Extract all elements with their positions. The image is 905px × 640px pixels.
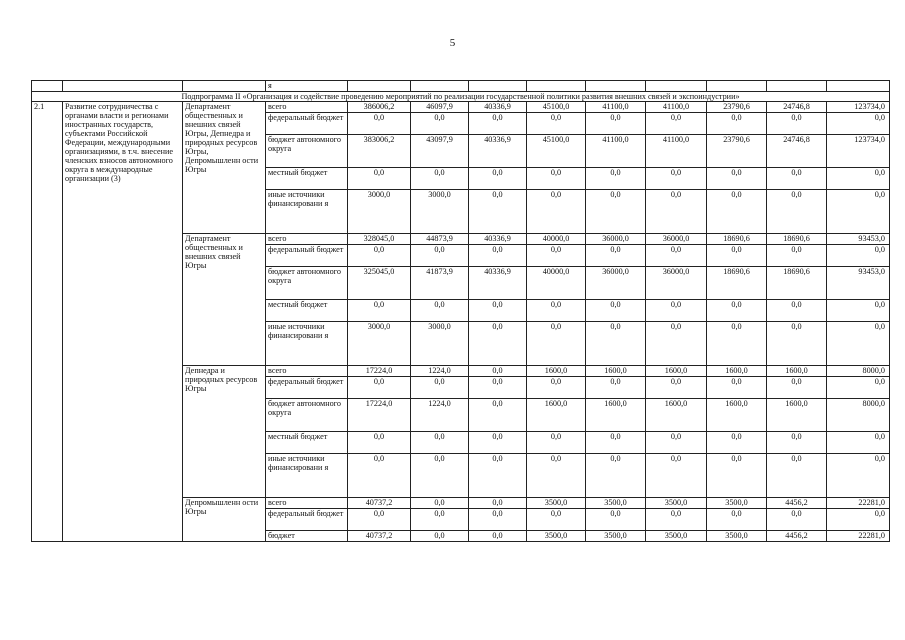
amount-cell: 1600,0 <box>586 399 646 432</box>
amount-cell: 3500,0 <box>646 531 707 542</box>
amount-cell: 1600,0 <box>767 366 827 377</box>
amount-cell: 0,0 <box>767 509 827 531</box>
amount-cell: 0,0 <box>411 509 469 531</box>
amount-cell: 0,0 <box>527 300 586 322</box>
executor-cell: Депнедра и природных ресурсов Югры <box>183 366 266 498</box>
amount-cell: 23790,6 <box>707 135 767 168</box>
amount-cell: 40336,9 <box>469 234 527 245</box>
funding-source: всего <box>266 498 348 509</box>
amount-cell: 0,0 <box>646 509 707 531</box>
amount-cell: 0,0 <box>348 113 411 135</box>
amount-cell: 41100,0 <box>586 102 646 113</box>
amount-cell: 8000,0 <box>827 399 890 432</box>
amount-cell: 36000,0 <box>646 234 707 245</box>
funding-source: всего <box>266 102 348 113</box>
amount-cell: 1600,0 <box>707 366 767 377</box>
financing-table <box>31 80 890 542</box>
amount-cell: 0,0 <box>767 113 827 135</box>
amount-cell: 1224,0 <box>411 366 469 377</box>
amount-cell: 46097,9 <box>411 102 469 113</box>
amount-cell: 0,0 <box>707 113 767 135</box>
funding-source: федеральный бюджет <box>266 509 348 531</box>
top-fragment-row <box>32 81 890 92</box>
amount-cell: 1600,0 <box>527 399 586 432</box>
table-row <box>32 102 890 113</box>
amount-cell: 0,0 <box>586 300 646 322</box>
amount-cell: 0,0 <box>527 113 586 135</box>
amount-cell: 0,0 <box>527 190 586 234</box>
amount-cell: 0,0 <box>646 113 707 135</box>
table-body <box>32 81 890 542</box>
amount-cell: 0,0 <box>348 432 411 454</box>
amount-cell: 3000,0 <box>411 322 469 366</box>
executor-cell: Департамент общественных и внешних связей Югры <box>183 234 266 366</box>
amount-cell: 0,0 <box>827 300 890 322</box>
amount-cell: 0,0 <box>469 300 527 322</box>
funding-source: всего <box>266 366 348 377</box>
funding-source: бюджет <box>266 531 348 542</box>
amount-cell: 40336,9 <box>469 102 527 113</box>
amount-cell: 0,0 <box>586 509 646 531</box>
subprogram-row <box>32 92 890 102</box>
amount-cell: 0,0 <box>469 399 527 432</box>
amount-cell: 0,0 <box>586 168 646 190</box>
amount-cell: 0,0 <box>411 377 469 399</box>
amount-cell: 0,0 <box>348 168 411 190</box>
amount-cell: 123734,0 <box>827 135 890 168</box>
amount-cell: 3500,0 <box>586 498 646 509</box>
amount-cell: 40737,2 <box>348 498 411 509</box>
amount-cell: 325045,0 <box>348 267 411 300</box>
amount-cell: 93453,0 <box>827 234 890 245</box>
amount-cell: 0,0 <box>707 245 767 267</box>
amount-cell: 3000,0 <box>411 190 469 234</box>
funding-source: иные источники финансировани я <box>266 454 348 498</box>
funding-source: федеральный бюджет <box>266 113 348 135</box>
amount-cell: 0,0 <box>586 432 646 454</box>
funding-source: иные источники финансировани я <box>266 322 348 366</box>
amount-cell: 0,0 <box>469 432 527 454</box>
funding-source: местный бюджет <box>266 432 348 454</box>
amount-cell: 0,0 <box>411 168 469 190</box>
amount-cell: 0,0 <box>469 366 527 377</box>
amount-cell: 0,0 <box>827 432 890 454</box>
amount-cell: 0,0 <box>646 300 707 322</box>
amount-cell: 0,0 <box>767 454 827 498</box>
amount-cell: 0,0 <box>348 454 411 498</box>
amount-cell: 0,0 <box>827 377 890 399</box>
amount-cell: 0,0 <box>411 300 469 322</box>
amount-cell: 0,0 <box>707 300 767 322</box>
amount-cell: 0,0 <box>646 432 707 454</box>
amount-cell: 17224,0 <box>348 366 411 377</box>
amount-cell: 1600,0 <box>646 366 707 377</box>
amount-cell: 0,0 <box>469 531 527 542</box>
amount-cell: 93453,0 <box>827 267 890 300</box>
amount-cell: 0,0 <box>469 322 527 366</box>
amount-cell: 328045,0 <box>348 234 411 245</box>
amount-cell: 18690,6 <box>707 234 767 245</box>
amount-cell: 41100,0 <box>646 102 707 113</box>
amount-cell: 0,0 <box>767 190 827 234</box>
funding-source: бюджет автономного округа <box>266 267 348 300</box>
amount-cell: 0,0 <box>586 245 646 267</box>
amount-cell: 1600,0 <box>707 399 767 432</box>
executor-cell: Депромышленн ости Югры <box>183 498 266 542</box>
subprogram-title: Подпрограмма II «Организация и содействие проведению мероприятий по реализации государственной политики развития внешних связей и экспоиндустрии» <box>32 92 890 102</box>
amount-cell: 0,0 <box>527 377 586 399</box>
amount-cell: 0,0 <box>348 377 411 399</box>
item-number: 2.1 <box>32 102 63 542</box>
amount-cell: 0,0 <box>469 498 527 509</box>
amount-cell: 40336,9 <box>469 267 527 300</box>
amount-cell: 0,0 <box>527 168 586 190</box>
funding-source: местный бюджет <box>266 300 348 322</box>
amount-cell: 45100,0 <box>527 102 586 113</box>
funding-source: всего <box>266 234 348 245</box>
amount-cell: 3000,0 <box>348 322 411 366</box>
amount-cell: 0,0 <box>469 454 527 498</box>
amount-cell: 0,0 <box>827 190 890 234</box>
funding-source: федеральный бюджет <box>266 377 348 399</box>
amount-cell: 40737,2 <box>348 531 411 542</box>
amount-cell: 3000,0 <box>348 190 411 234</box>
amount-cell: 0,0 <box>411 454 469 498</box>
amount-cell: 0,0 <box>469 168 527 190</box>
amount-cell: 0,0 <box>411 531 469 542</box>
item-description: Развитие сотрудничества с органами власти и регионами иностранных государств, субъектами Российской Федерации, международными организациями, в т.ч. внесение членских взносов автономного округа в международные организации (3) <box>63 102 183 542</box>
amount-cell: 0,0 <box>411 432 469 454</box>
amount-cell: 44873,9 <box>411 234 469 245</box>
executor-cell: Департамент общественных и внешних связей Югры, Депнедра и природных ресурсов Югры, Депромышленн ости Югры <box>183 102 266 234</box>
amount-cell: 3500,0 <box>707 498 767 509</box>
amount-cell: 0,0 <box>586 377 646 399</box>
amount-cell: 0,0 <box>707 509 767 531</box>
amount-cell: 0,0 <box>348 245 411 267</box>
amount-cell: 0,0 <box>827 113 890 135</box>
amount-cell: 0,0 <box>707 454 767 498</box>
amount-cell: 0,0 <box>469 113 527 135</box>
amount-cell: 3500,0 <box>646 498 707 509</box>
amount-cell: 3500,0 <box>527 498 586 509</box>
amount-cell: 0,0 <box>469 377 527 399</box>
amount-cell: 24746,8 <box>767 135 827 168</box>
amount-cell: 18690,6 <box>767 267 827 300</box>
amount-cell: 4456,2 <box>767 498 827 509</box>
amount-cell: 1600,0 <box>527 366 586 377</box>
amount-cell: 0,0 <box>586 322 646 366</box>
amount-cell: 23790,6 <box>707 102 767 113</box>
amount-cell: 0,0 <box>586 190 646 234</box>
amount-cell: 0,0 <box>646 377 707 399</box>
amount-cell: 41100,0 <box>586 135 646 168</box>
amount-cell: 0,0 <box>527 245 586 267</box>
amount-cell: 0,0 <box>527 432 586 454</box>
amount-cell: 0,0 <box>767 322 827 366</box>
amount-cell: 0,0 <box>827 168 890 190</box>
amount-cell: 0,0 <box>707 377 767 399</box>
amount-cell: 43097,9 <box>411 135 469 168</box>
amount-cell: 18690,6 <box>767 234 827 245</box>
funding-source: бюджет автономного округа <box>266 399 348 432</box>
amount-cell: 0,0 <box>348 300 411 322</box>
amount-cell: 17224,0 <box>348 399 411 432</box>
amount-cell: 0,0 <box>767 377 827 399</box>
amount-cell: 0,0 <box>827 322 890 366</box>
amount-cell: 0,0 <box>586 454 646 498</box>
amount-cell: 0,0 <box>767 300 827 322</box>
amount-cell: 41873,9 <box>411 267 469 300</box>
amount-cell: 3500,0 <box>707 531 767 542</box>
amount-cell: 0,0 <box>646 245 707 267</box>
amount-cell: 0,0 <box>469 245 527 267</box>
amount-cell: 1600,0 <box>646 399 707 432</box>
amount-cell: 0,0 <box>767 245 827 267</box>
amount-cell: 0,0 <box>646 454 707 498</box>
amount-cell: 40336,9 <box>469 135 527 168</box>
funding-source: бюджет автономного округа <box>266 135 348 168</box>
amount-cell: 4456,2 <box>767 531 827 542</box>
amount-cell: 36000,0 <box>586 267 646 300</box>
amount-cell: 0,0 <box>707 190 767 234</box>
amount-cell: 0,0 <box>827 454 890 498</box>
amount-cell: 0,0 <box>527 509 586 531</box>
amount-cell: 3500,0 <box>586 531 646 542</box>
amount-cell: 0,0 <box>527 454 586 498</box>
amount-cell: 0,0 <box>469 509 527 531</box>
amount-cell: 36000,0 <box>646 267 707 300</box>
amount-cell: 45100,0 <box>527 135 586 168</box>
amount-cell: 0,0 <box>646 322 707 366</box>
amount-cell: 0,0 <box>411 498 469 509</box>
amount-cell: 0,0 <box>527 322 586 366</box>
amount-cell: 22281,0 <box>827 498 890 509</box>
funding-source: федеральный бюджет <box>266 245 348 267</box>
amount-cell: 0,0 <box>469 190 527 234</box>
amount-cell: 18690,6 <box>707 267 767 300</box>
amount-cell: 0,0 <box>827 509 890 531</box>
funding-source: местный бюджет <box>266 168 348 190</box>
amount-cell: 0,0 <box>411 113 469 135</box>
amount-cell: 22281,0 <box>827 531 890 542</box>
amount-cell: 24746,8 <box>767 102 827 113</box>
amount-cell: 40000,0 <box>527 234 586 245</box>
amount-cell: 1600,0 <box>586 366 646 377</box>
amount-cell: 0,0 <box>411 245 469 267</box>
amount-cell: 0,0 <box>707 432 767 454</box>
amount-cell: 8000,0 <box>827 366 890 377</box>
amount-cell: 0,0 <box>586 113 646 135</box>
amount-cell: 0,0 <box>348 509 411 531</box>
funding-source: иные источники финансировани я <box>266 190 348 234</box>
amount-cell: 383006,2 <box>348 135 411 168</box>
amount-cell: 1600,0 <box>767 399 827 432</box>
amount-cell: 0,0 <box>646 190 707 234</box>
page-number: 5 <box>449 37 456 49</box>
amount-cell: 3500,0 <box>527 531 586 542</box>
amount-cell: 1224,0 <box>411 399 469 432</box>
amount-cell: 0,0 <box>767 432 827 454</box>
amount-cell: 0,0 <box>707 168 767 190</box>
amount-cell: 36000,0 <box>586 234 646 245</box>
amount-cell: 40000,0 <box>527 267 586 300</box>
amount-cell: 41100,0 <box>646 135 707 168</box>
amount-cell: 0,0 <box>707 322 767 366</box>
amount-cell: 0,0 <box>767 168 827 190</box>
amount-cell: 386006,2 <box>348 102 411 113</box>
amount-cell: 123734,0 <box>827 102 890 113</box>
top-fragment-cell: я <box>266 81 348 92</box>
amount-cell: 0,0 <box>646 168 707 190</box>
amount-cell: 0,0 <box>827 245 890 267</box>
